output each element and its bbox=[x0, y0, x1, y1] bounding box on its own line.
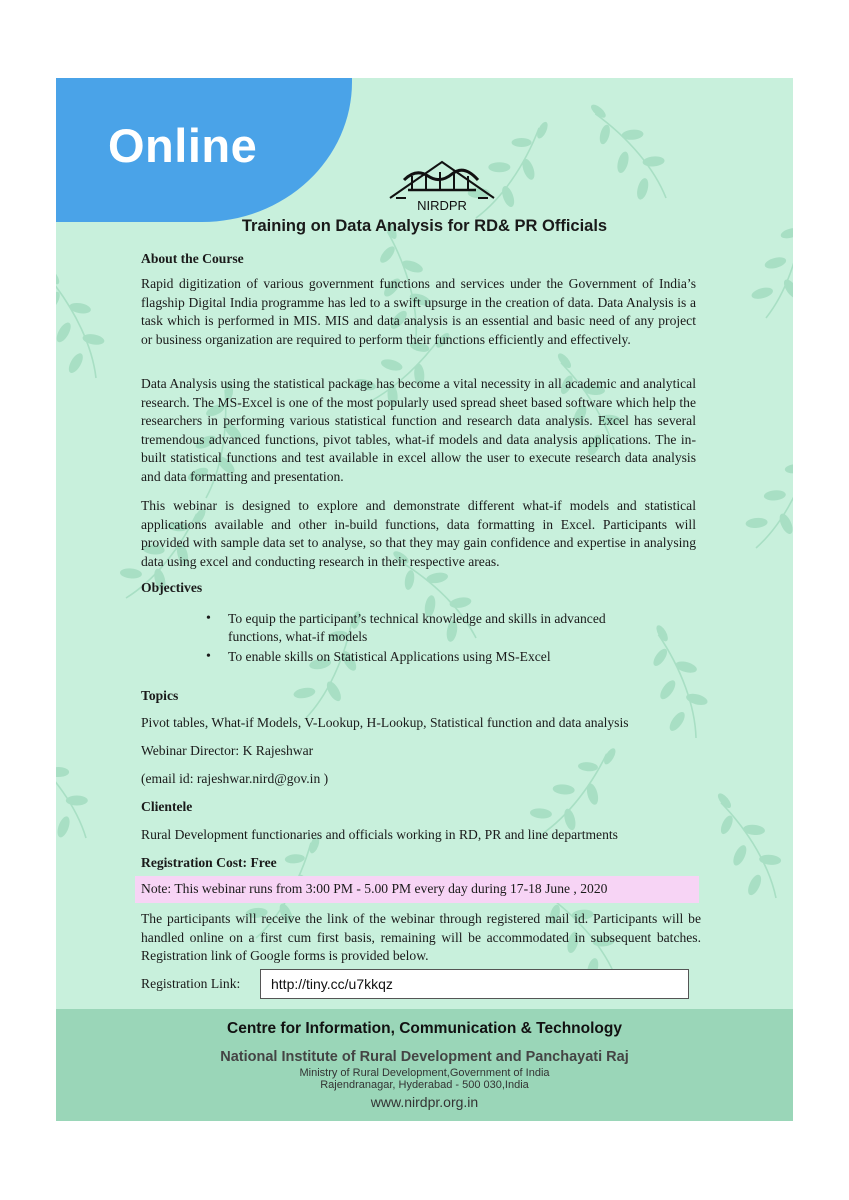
footer-institute: National Institute of Rural Development and Panchayati Raj bbox=[220, 1049, 629, 1065]
schedule-note bbox=[135, 876, 699, 903]
list-item: • To equip the participant’s technical knowledge and skills in advanced functions, what-if models bbox=[206, 610, 646, 646]
objectives-list bbox=[206, 610, 646, 666]
schedule-note-text: Note: This webinar runs from 3:00 PM - 5.00 PM every day during 17-18 June , 2020 bbox=[141, 881, 608, 896]
footer bbox=[56, 1009, 793, 1121]
list-item: • To enable skills on Statistical Applications using MS-Excel bbox=[206, 648, 646, 666]
footer-website-link[interactable]: www.nirdpr.org.in bbox=[370, 1094, 479, 1110]
webinar-director: Webinar Director: K Rajeshwar bbox=[141, 743, 314, 758]
footer-address: Rajendranagar, Hyderabad - 500 030,India bbox=[320, 1079, 529, 1091]
director-email: (email id: rajeshwar.nird@gov.in ) bbox=[141, 771, 329, 786]
online-badge-text: Online bbox=[108, 119, 258, 172]
logo-text: NIRDPR bbox=[417, 198, 467, 213]
registration-cost: Registration Cost: Free bbox=[141, 855, 277, 870]
about-heading: About the Course bbox=[141, 251, 244, 266]
clientele-heading: Clientele bbox=[141, 799, 193, 814]
topics-heading: Topics bbox=[141, 688, 179, 703]
objectives-heading: Objectives bbox=[141, 580, 203, 595]
about-paragraph-3: This webinar is designed to explore and demonstrate different what-if models and statistical applications available and other in-build functions, data formatting in Excel. Participants will provided with sample data set to analyse, so that they may gain confidence and expertise in analysing data using excel and conducting research in their respective areas. bbox=[141, 498, 696, 569]
footer-centre-title: Centre for Information, Communication & Technology bbox=[227, 1020, 622, 1037]
poster bbox=[56, 78, 793, 1121]
clientele-text: Rural Development functionaries and officials working in RD, PR and line departments bbox=[141, 827, 618, 842]
about-paragraph-1: Rapid digitization of various government functions and services under the Government of India’s flagship Digital India programme has led to a swift upsurge in the creation of data. Data Analysis is a task which is performed in MIS. MIS and data analysis is an essential and basic need of any project or business organization are required to perform their functions efficiently and effectively. bbox=[141, 276, 696, 347]
page-title: Training on Data Analysis for RD& PR Officials bbox=[241, 217, 608, 235]
registration-link-box[interactable] bbox=[260, 969, 689, 999]
registration-link[interactable]: http://tiny.cc/u7kkqz bbox=[271, 976, 393, 992]
registration-info: The participants will receive the link of the webinar through registered mail id. Participants will be handled online on a first cum first basis, remaining will be accommodated in subsequent batches. Registration link of Google forms is provided below. bbox=[141, 911, 701, 964]
footer-ministry: Ministry of Rural Development,Government of India bbox=[299, 1067, 550, 1079]
topics-text: Pivot tables, What-if Models, V-Lookup, H-Lookup, Statistical function and data analysis bbox=[141, 715, 629, 730]
about-paragraph-2: Data Analysis using the statistical package has become a vital necessity in all academic and analytical research. The MS-Excel is one of the most popularly used spread sheet based software which help the researchers in performing various statistical function and research data analysis. Excel has several tremendous advanced functions, pivot tables, what-if models and data analysis applications. The in-built statistical functions and test available in excel allow the user to execute research data analysis and data formatting and presentation. bbox=[141, 376, 696, 484]
nirdpr-logo-icon bbox=[386, 154, 498, 214]
registration-link-label: Registration Link: bbox=[141, 976, 241, 991]
